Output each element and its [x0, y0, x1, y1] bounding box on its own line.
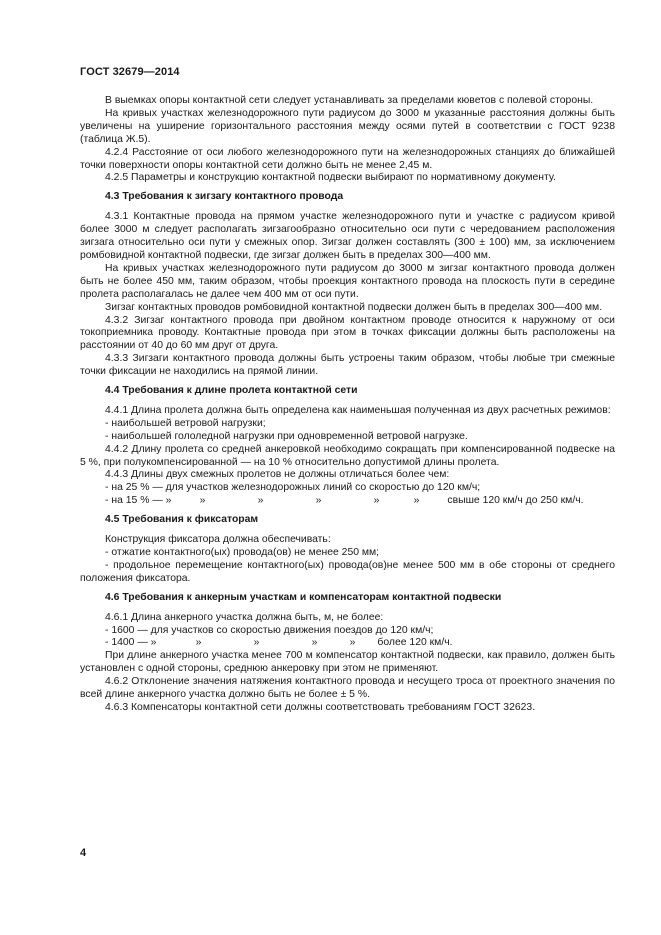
list-item-suffix: свыше 120 км/ч до 250 км/ч. — [447, 495, 584, 507]
ditto-mark: » — [253, 637, 260, 649]
paragraph-4-2-4: 4.2.4 Расстояние от оси любого железнодорожного пути на железнодорожных станциях до ближайшей точки поверхности опоры контактной сети должно быть не менее 2,45 м. — [80, 146, 615, 171]
ditto-mark: » — [413, 495, 420, 507]
list-item-prefix: - на 15 % — » — [105, 495, 172, 507]
list-item: - 1600 — для участков со скоростью движения поездов до 120 км/ч; — [105, 624, 434, 636]
paragraph: Зигзаг контактных проводов ромбовидной контактной подвески должен быть в пределах 300—400 мм. — [105, 301, 603, 313]
paragraph-4-6-1: 4.6.1 Длина анкерного участка должна быть, м, не более: — [105, 611, 384, 623]
paragraph: Конструкция фиксатора должна обеспечивать: — [105, 534, 331, 546]
paragraph: В выемках опоры контактной сети следует устанавливать за пределами кюветов с полевой стороны. — [105, 95, 594, 106]
list-item-ditto — [80, 637, 615, 650]
paragraph: При длине анкерного участка менее 700 м компенсатор контактной подвески, как правило, должен быть установлен с одной стороны, среднюю анкеровку при этом не применяют. — [80, 650, 615, 675]
paragraph-4-6-3: 4.6.3 Компенсаторы контактной сети должны соответствовать требованиям ГОСТ 32623. — [105, 701, 536, 713]
paragraph-4-6-2: 4.6.2 Отклонение значения натяжения контактного провода и несущего троса от проектного значения по всей длине анкерного участка должно быть не более ± 5 %. — [80, 676, 615, 701]
list-item: - наибольшей ветровой нагрузки; — [105, 417, 266, 429]
list-item: - отжатие контактного(ых) провода(ов) не менее 250 мм; — [105, 547, 380, 558]
paragraph-4-3-3: 4.3.3 Зигзаги контактного провода должны быть устроены таким образом, чтобы любые три смежные точки фиксации не находились на прямой линии. — [80, 353, 615, 378]
ditto-mark: » — [199, 495, 206, 507]
list-item: - наибольшей гололедной нагрузки при одновременной ветровой нагрузке. — [105, 430, 468, 442]
list-item: - на 25 % — для участков железнодорожных линий со скоростью до 120 км/ч; — [105, 482, 481, 494]
paragraph-4-4-3: 4.4.3 Длины двух смежных пролетов не должны отличаться более чем: — [105, 469, 450, 481]
paragraph-4-3-1: 4.3.1 Контактные провода на прямом участке железнодорожного пути и участке с радиусом кривой более 3000 м следует располагать зигзагообразно относительно оси пути с чередованием расположения зигзага относительно оси пути у смежных опор. Зигзаг должен составлять (300 ± 100) мм, за исключением ромбовидной контактной подвески, где зигзаг должен быть в пределах 300—400 мм. — [80, 211, 615, 261]
ditto-mark: » — [315, 495, 322, 507]
paragraph-4-2-5: 4.2.5 Параметры и конструкцию контактной подвески выбирают по нормативному документу. — [105, 172, 556, 184]
paragraph-4-4-2: 4.4.2 Длину пролета со средней анкеровкой необходимо сокращать при компенсированной подвеске на 5 %, при полукомпенсированной — на 10 % относительно допустимой длины пролета. — [80, 443, 615, 468]
paragraph: На кривых участках железнодорожного пути радиусом до 3000 м зигзаг контактного провода должен быть не более 450 мм, таким образом, чтобы проекция контактного провода на плоскость пути в середине пролета располагалась не далее чем 400 мм от оси пути. — [80, 262, 615, 300]
page-number: 4 — [80, 847, 87, 859]
list-item-prefix: - 1400 — » — [105, 637, 157, 649]
ditto-mark: » — [373, 495, 380, 507]
paragraph-4-4-1: 4.4.1 Длина пролета должна быть определена как наименьшая полученная из двух расчетных режимов: — [105, 404, 611, 416]
list-item-suffix: более 120 км/ч. — [377, 637, 453, 649]
ditto-mark: » — [349, 637, 356, 649]
section-heading-4-3: 4.3 Требования к зигзагу контактного провода — [105, 191, 344, 203]
document-body — [80, 95, 615, 715]
document-header: ГОСТ 32679—2014 — [80, 66, 180, 78]
section-heading-4-5: 4.5 Требования к фиксаторам — [105, 514, 259, 526]
section-heading-4-4: 4.4 Требования к длине пролета контактной сети — [105, 385, 358, 397]
list-item: - продольное перемещение контактного(ых) провода(ов)не менее 500 мм в обе стороны от среднего положения фиксатора. — [80, 559, 615, 584]
ditto-mark: » — [257, 495, 264, 507]
paragraph: На кривых участках железнодорожного пути радиусом до 3000 м указанные расстояния должны быть увеличены на уширение горизонтального расстояния между осями путей в соответствии с ГОСТ 9238 (таблица Ж.5). — [80, 107, 615, 145]
ditto-mark: » — [195, 637, 202, 649]
list-item-ditto — [80, 495, 615, 508]
section-heading-4-6: 4.6 Требования к анкерным участкам и компенсаторам контактной подвески — [105, 591, 502, 603]
ditto-mark: » — [311, 637, 318, 649]
paragraph-4-3-2: 4.3.2 Зигзаг контактного провода при двойном контактном проводе относится к наружному от оси токоприемника проводу. Контактные провода при этом в точках фиксации должны быть расположены на расстоянии от 40 до 60 мм друг от друга. — [80, 314, 615, 352]
